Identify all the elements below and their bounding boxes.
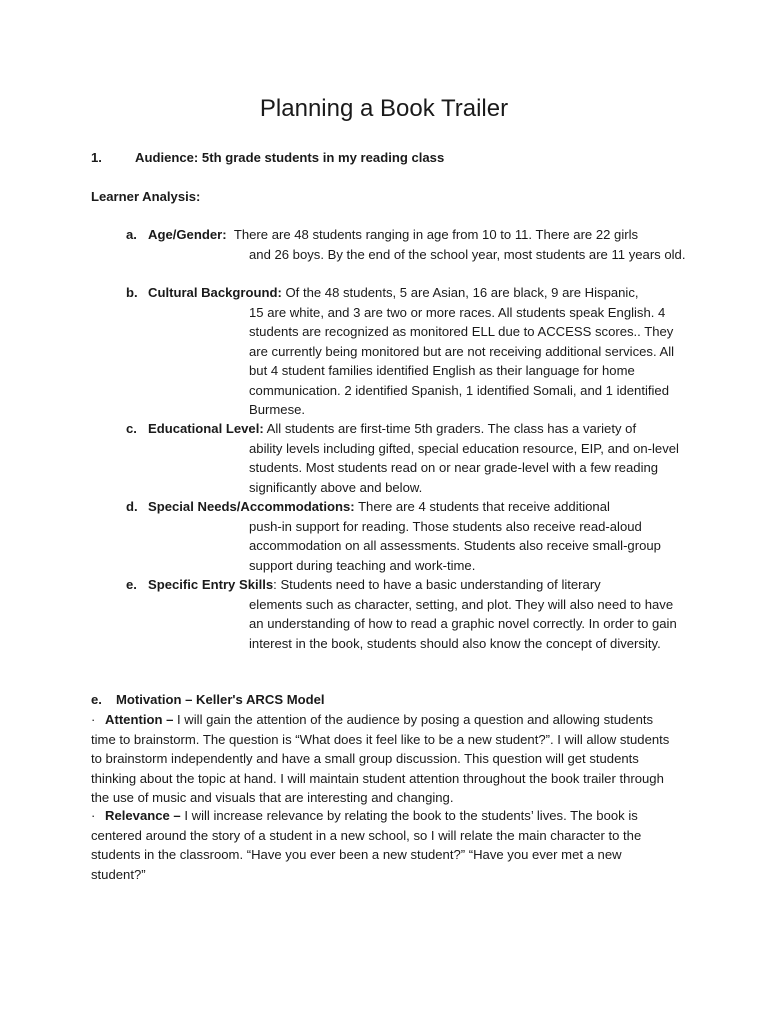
relevance-heading: Relevance – xyxy=(105,808,181,823)
bullet-dot: · xyxy=(91,712,96,727)
list-item-label: a. xyxy=(126,227,137,242)
list-item-continuation: ability levels including gifted, special education resource, EIP, and on-level students. Most students read on or near grade-level with a few reading significantly above and below. xyxy=(249,440,679,495)
list-item-educational-level xyxy=(126,419,686,497)
motivation-heading xyxy=(91,690,325,710)
list-item-heading: Specific Entry Skills xyxy=(148,577,274,592)
list-item-first-line: There are 4 students that receive additional xyxy=(358,499,610,514)
list-item-first-line: There are 48 students ranging in age from 10 to 11. There are 22 girls xyxy=(233,227,639,242)
section-audience-text: Audience: 5th grade students in my reading class xyxy=(135,150,445,165)
list-item-label: d. xyxy=(126,499,138,514)
relevance-paragraph xyxy=(91,806,677,884)
list-item-continuation: 15 are white, and 3 are two or more races. All students speak English. 4 students are recognized as monitored ELL due to ACCESS scores.. They are currently being monitored but are not receiving additional services. All but 4 student families identified English as their language for home communication. 2 identified Spanish, 1 identified Somali, and 1 identified Burmese. xyxy=(249,304,675,417)
relevance-text: I will increase relevance by relating the book to the students’ lives. The book is centered around the story of a student in a new school, so I will relate the main character to the students in the classroom. “Have you ever been a new student?” “Have you ever met a new student?” xyxy=(91,808,642,882)
list-item-first-line: : Students need to have a basic understanding of literary xyxy=(273,577,601,592)
attention-text: I will gain the attention of the audience by posing a question and allowing students time to brainstorm. The question is “What does it feel like to be a new student?”. I will allow students to brainstorm independently and have a small group discussion. This question will get students thinking about the topic at hand. I will maintain student attention throughout the book trailer through the use of music and visuals that are interesting and changing. xyxy=(91,712,670,805)
list-item-continuation: elements such as character, setting, and plot. They will also need to have an understanding of how to read a graphic novel correctly. In order to gain interest in the book, students should also know the concept of diversity. xyxy=(249,596,677,651)
list-item-heading: Special Needs/Accommodations: xyxy=(148,499,355,514)
list-item-entry-skills xyxy=(126,575,686,653)
attention-heading: Attention – xyxy=(105,712,174,727)
section-audience xyxy=(91,148,444,168)
list-item-cultural-background xyxy=(126,283,686,420)
motivation-heading-text: Motivation – Keller's ARCS Model xyxy=(116,692,325,707)
list-item-heading: Age/Gender: xyxy=(148,227,227,242)
list-item-label: b. xyxy=(126,285,138,300)
document-title: Planning a Book Trailer xyxy=(259,95,509,122)
list-item-label: e. xyxy=(126,577,137,592)
bullet-dot: · xyxy=(91,808,96,823)
section-number: 1. xyxy=(91,150,102,165)
learner-analysis-heading: Learner Analysis: xyxy=(91,189,201,204)
list-item-continuation: push-in support for reading. Those students also receive read-aloud accommodation on all assessments. Students also receive small-group support during teaching and work-time. xyxy=(249,518,661,573)
list-item-first-line: Of the 48 students, 5 are Asian, 16 are black, 9 are Hispanic, xyxy=(285,285,639,300)
attention-paragraph xyxy=(91,710,677,808)
list-item-heading: Cultural Background: xyxy=(148,285,282,300)
list-item-age-gender xyxy=(126,225,686,264)
list-item-first-line: All students are first-time 5th graders. The class has a variety of xyxy=(266,421,637,436)
list-item-heading: Educational Level: xyxy=(148,421,264,436)
list-item-label: c. xyxy=(126,421,137,436)
list-item-special-needs xyxy=(126,497,686,575)
list-item-continuation: and 26 boys. By the end of the school year, most students are 11 years old. xyxy=(249,246,686,262)
motivation-label: e. xyxy=(91,692,102,707)
